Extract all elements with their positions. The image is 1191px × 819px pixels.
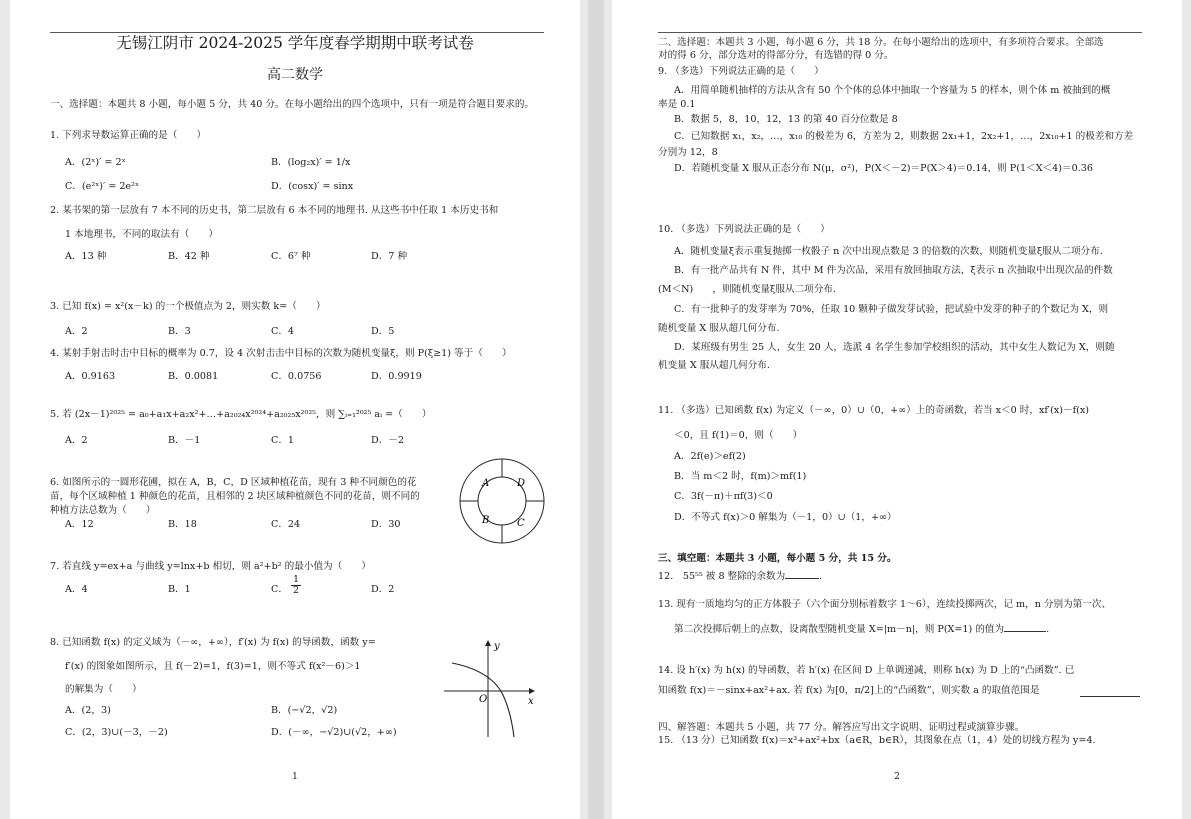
flower-bed-diagram — [454, 458, 550, 544]
question-6-stem-line1: 6. 如图所示的一圆形花圃，拟在 A，B，C，D 区域种植花苗，现有 3 种不同颜色的花 — [50, 477, 417, 488]
header-rule — [50, 32, 544, 33]
question-3-option-d: D．5 — [371, 326, 395, 337]
section-3-heading: 三、填空题：本题共 3 小题，每小题 5 分，共 15 分。 — [658, 553, 897, 564]
question-4-option-a: A．0.9163 — [65, 371, 116, 382]
exam-subtitle: 高二数学 — [267, 67, 323, 83]
question-3-option-c: C．4 — [271, 326, 295, 337]
question-11-stem-line2: ＜0，且 f(1)＝0，则（ ） — [674, 430, 803, 441]
fraction-numerator: 1 — [293, 574, 300, 585]
region-a-label: A — [482, 478, 490, 489]
question-7-stem: 7. 若直线 y=ex+a 与曲线 y=lnx+b 相切，则 a²+b² 的最小值为（ ） — [50, 561, 371, 572]
question-10-option-c-line2: 随机变量 X 服从超几何分布. — [658, 323, 780, 334]
question-5-option-a: A．2 — [65, 435, 88, 446]
section-2-heading-line1: 二、选择题：本题共 3 小题，每小题 6 分，共 18 分。在每小题给出的选项中，有多项符合要求。全部选 — [658, 37, 1104, 48]
region-c-label: C — [517, 518, 525, 529]
question-10-option-d-line1: D．某班级有男生 25 人，女生 20 人，选派 4 名学生参加学校组织的活动，其中女生人数记为 X，则随 — [674, 342, 1115, 353]
question-6-option-b: B．18 — [168, 519, 197, 530]
question-8-option-c: C．(2，3)∪(－3，－2) — [65, 727, 168, 738]
question-11-option-b: B．当 m＜2 时，f(m)＞mf(1) — [674, 471, 807, 482]
question-8-option-d: D．(－∞，−√2)∪(√2，+∞) — [271, 727, 397, 738]
page-gap — [588, 0, 604, 819]
question-4-option-c: C．0.0756 — [271, 371, 322, 382]
question-13-text: 第二次投掷后朝上的点数，设离散型随机变量 X=|m－n|，则 P(X=1) 的值为 — [674, 624, 1005, 635]
question-3-option-b: B．3 — [168, 326, 191, 337]
question-8-option-a: A．(2，3) — [65, 705, 111, 716]
question-7-option-c-prefix: C． — [271, 584, 288, 595]
question-14-answer-blank[interactable] — [1080, 696, 1140, 697]
question-9-option-c-line1: C．已知数据 x₁，x₂，…，x₁₀ 的极差为 6，方差为 2，则数据 2x₁+1，2x₂+1，…，2x₁₀+1 的极差和方差 — [674, 131, 1134, 142]
question-6-option-a: A．12 — [65, 519, 94, 530]
x-axis-label: x — [528, 696, 534, 707]
question-10-option-b-line2: (M＜N) ，则随机变量ξ服从二项分布. — [658, 284, 836, 295]
question-4-option-b: B．0.0081 — [168, 371, 219, 382]
question-3-option-a: A．2 — [65, 326, 88, 337]
question-10-option-d-line2: 机变量 X 服从超几何分布. — [658, 360, 770, 371]
question-8-stem-line2: f′(x) 的图象如图所示，且 f(－2)=1，f(3)=1，则不等式 f(x²－6)＞1 — [65, 661, 361, 672]
section-1-heading: 一、选择题：本题共 8 小题，每小题 5 分，共 40 分。在每小题给出的四个选项中，只有一项是符合题目要求的。 — [50, 99, 535, 110]
question-12-answer-blank[interactable] — [785, 578, 819, 579]
derivative-graph — [442, 635, 542, 739]
question-8-option-b: B．(−√2，√2) — [271, 705, 338, 716]
question-2-option-a: A．13 种 — [65, 251, 107, 262]
question-15-stem: 15. （13 分）已知函数 f(x)＝x³+ax²+bx（a∈R，b∈R），其图象在点（1，4）处的切线方程为 y=4. — [658, 735, 1096, 746]
question-7-option-d: D．2 — [371, 584, 395, 595]
question-14-stem-line1: 14. 设 h′(x) 为 h(x) 的导函数，若 h′(x) 在区间 D 上单调递减，则称 h(x) 为 D 上的“凸函数”. 已 — [658, 665, 1075, 676]
exam-title: 无锡江阴市 2024-2025 学年度春学期期中联考试卷 — [116, 34, 474, 52]
question-11-option-d: D．不等式 f(x)＞0 解集为（－1，0）∪（1，+∞） — [674, 512, 897, 523]
region-b-label: B — [482, 515, 490, 526]
fraction-denominator: 2 — [293, 585, 300, 596]
y-axis-label: y — [494, 641, 500, 652]
question-9-option-d: D．若随机变量 X 服从正态分布 N(μ，σ²)，P(X＜－2)＝P(X＞4)＝0.14，则 P(1＜X＜4)＝0.36 — [674, 163, 1093, 174]
page-2 — [612, 0, 1182, 819]
page-number: 1 — [292, 772, 298, 782]
question-1-option-b: B．(log₂x)′ = 1/x — [271, 157, 351, 168]
question-7-option-a: A．4 — [65, 584, 88, 595]
page-1 — [10, 0, 580, 819]
question-4-stem: 4. 某射手射击时击中目标的概率为 0.7，设 4 次射击击中目标的次数为随机变量ξ，则 P(ξ≥1) 等于（ ） — [50, 348, 512, 359]
question-13-stem-line1: 13. 现有一质地均匀的正方体骰子（六个面分别标着数字 1～6），连续投掷两次，记 m，n 分别为第一次、 — [658, 599, 1112, 610]
region-d-label: D — [517, 478, 526, 489]
question-1-option-d: D．(cosx)′ = sinx — [271, 181, 354, 192]
question-9-option-b: B．数据 5，8，10，12，13 的第 40 百分位数是 8 — [674, 114, 898, 125]
question-14-stem-line2 — [658, 684, 1039, 697]
question-5-option-d: D．－2 — [371, 435, 404, 446]
question-3-stem: 3. 已知 f(x) = x²(x－k) 的一个极值点为 2，则实数 k=（ ） — [50, 301, 326, 312]
question-7-option-c — [271, 574, 301, 596]
question-1-option-c: C．(e²ˣ)′ = 2e²ˣ — [65, 181, 140, 192]
section-4-heading: 四、解答题：本题共 5 小题，共 77 分。解答应写出文字说明、证明过程或演算步骤。 — [658, 722, 1025, 733]
question-11-option-a: A．2f(e)＞ef(2) — [674, 451, 746, 462]
question-2-option-d: D．7 种 — [371, 251, 408, 262]
question-14-text: 知函数 f(x)＝－sinx+ax²+ax. 若 f(x) 为[0，π/2]上的“凸函数”，则实数 a 的取值范围是 — [658, 685, 1040, 696]
fraction-one-half — [291, 575, 301, 596]
question-10-option-a: A．随机变量ξ表示重复抛掷一枚骰子 n 次中出现点数是 3 的倍数的次数，则随机变量ξ服从二项分布. — [674, 246, 1103, 257]
question-10-option-c-line1: C．有一批种子的发芽率为 70%，任取 10 颗种子做发芽试验，把试验中发芽的种子的个数记为 X，则 — [674, 304, 1109, 315]
question-12-text: 12. 55⁵⁵ 被 8 整除的余数为 — [658, 571, 786, 582]
question-2-option-c: C．6⁷ 种 — [271, 251, 311, 262]
question-13-answer-blank[interactable] — [1004, 631, 1046, 632]
question-13-stem-line2 — [674, 623, 1049, 636]
question-2-option-b: B．42 种 — [168, 251, 210, 262]
question-1-option-a: A．(2ˣ)′ = 2ˣ — [65, 157, 126, 168]
question-9-option-a-line2: 率是 0.1 — [658, 99, 696, 110]
question-6-stem-line3: 种植方法总数为（ ） — [50, 505, 156, 516]
question-9-option-c-line2: 分别为 12，8 — [658, 147, 718, 158]
question-11-option-c: C．3f(－π)＋πf(3)＜0 — [674, 491, 773, 502]
question-2-stem-line2: 1 本地理书，不同的取法有（ ） — [65, 229, 219, 240]
question-4-option-d: D．0.9919 — [371, 371, 422, 382]
question-11-stem-line1: 11. （多选）已知函数 f(x) 为定义（－∞，0）∪（0，+∞）上的奇函数，若当 x＜0 时，xf′(x)－f(x) — [658, 405, 1090, 416]
origin-label: O — [479, 694, 488, 705]
question-6-option-c: C．24 — [271, 519, 301, 530]
question-12-end: . — [819, 571, 823, 582]
question-7-option-b: B．1 — [168, 584, 191, 595]
question-5-stem: 5. 若 (2x－1)²⁰²⁵ = a₀+a₁x+a₂x²+…+a₂₀₂₄x²⁰²⁴+a₂₀₂₅x²⁰²⁵，则 ∑ᵢ₌₁²⁰²⁵ aᵢ =（ ） — [50, 409, 432, 420]
page-number: 2 — [894, 772, 900, 782]
question-5-option-b: B．－1 — [168, 435, 201, 446]
question-10-stem: 10. （多选）下列说法正确的是（ ） — [658, 224, 830, 235]
header-rule — [658, 32, 1142, 33]
question-6-option-d: D．30 — [371, 519, 401, 530]
section-2-heading-line2: 对的得 6 分，部分选对的得部分分，有选错的得 0 分。 — [658, 50, 894, 61]
question-6-stem-line2: 苗，每个区域种植 1 种颜色的花苗，且相邻的 2 块区域种植颜色不同的花苗，则不同的 — [50, 491, 420, 502]
question-8-stem-line1: 8. 已知函数 f(x) 的定义域为（－∞，+∞），f′(x) 为 f(x) 的导函数，函数 y= — [50, 637, 376, 648]
question-9-option-a-line1: A．用简单随机抽样的方法从含有 50 个个体的总体中抽取一个容量为 5 的样本，则个体 m 被抽到的概 — [674, 85, 1111, 96]
question-13-end: . — [1046, 624, 1050, 635]
question-8-stem-line3: 的解集为（ ） — [65, 684, 142, 695]
question-9-stem: 9. （多选）下列说法正确的是（ ） — [658, 66, 824, 77]
question-5-option-c: C．1 — [271, 435, 295, 446]
question-12 — [658, 570, 822, 583]
question-10-option-b-line1: B．有一批产品共有 N 件，其中 M 件为次品，采用有放回抽取方法，ξ表示 n 次抽取中出现次品的件数 — [674, 265, 1113, 276]
question-1-stem: 1. 下列求导数运算正确的是（ ） — [50, 130, 207, 141]
question-2-stem-line1: 2. 某书架的第一层放有 7 本不同的历史书，第二层放有 6 本不同的地理书. 从这些书中任取 1 本历史书和 — [50, 205, 499, 216]
